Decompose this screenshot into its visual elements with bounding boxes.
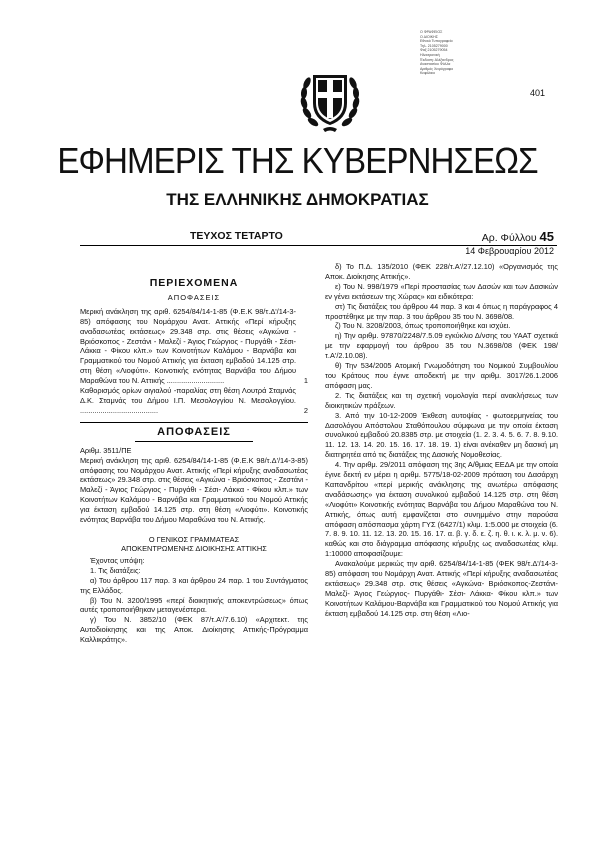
paragraph: η) Την αριθμ. 97870/2248/7.5.09 εγκύκλιο Δ/νσης του ΥΑΑΤ σχετικά με την εφαρμογή του άρθρου 35 του Ν.3698/08 (ΦΕΚ 198/τ.Α'/2.10.08). [325,331,558,361]
paragraph: β) Του Ν. 3200/1995 «περί διοικητικής αποκεντρώσεως» όπως αυτές τροποποιήθηκαν μεταγενέστερα. [80,595,308,615]
newspaper-title: ΕΦΗΜΕΡΙΣ ΤΗΣ ΚΥΒΕΡΝΗΣΕΩΣ [57,140,538,181]
paragraph: ζ) Του Ν. 3208/2003, όπως τροποποιήθηκε και ισχύει. [335,321,511,331]
toc-item[interactable] [80,307,308,386]
paragraph: 4. Την αριθμ. 29/2011 απόφαση της 3ης Α/θμιας ΕΕΔΑ με την οποία έγινε δεκτή εν μέρει η αριθμ. 5775/18-02-2009 πρόταση του Δασάρχη Καπανδρίτου «περί μερικής ανάκλησης της ανωτέρω απόφασης αναδάσωσης» για έκταση συνολικού εμβαδού 14.125 στρ. στη θέση «Λιοφύτι» Κοινοτικής ενότητας Βαρνάβα του Δήμου Μαραθώνα του Ν. Αττικής, όπως αυτή εμφανίζεται στο συνημμένο στην παρούσα απόφαση απόσπασμα χάρτη ΓΥΣ (6427/1) κλιμ. 1:5.000 με στοιχεία (6. 7. 8. 9. 10. 11. 12. 13. 20. 15. 16. 17. α. β. γ. δ. ε. ζ. η. θ. ι. κ. λ. μ. ν. 6). καθώς και στο διάγραμμα απόφασης κήρυξης ως αναδασωτέας κλιμ. 1:10000 αποφασίζουμε: [325,460,558,559]
publisher-line: Αριθμός Χειρόγραφο [420,66,454,71]
page-number: 401 [529,88,545,98]
toc-item-text: Μερική ανάκληση της αριθ. 6254/84/14-1-85 (Φ.Ε.Κ 98/τ.Δ'/14-3-85) απόφασης του Νομάρχου Ανατ. Αττικής «Περί κήρυξης αναδασωτέας εκτάσεως» 29.348 στρ. στις θέσεις «Αγκώνα - Βριόσκοπος - Ζεστάνι - Μαλεζί - Άγιος Γεώργιος - Πυργάθι - Σέσι- Λάκκα - Φίκου κλπ.» των Κοινοτήτων Καλάμου - Βαρνάβα και Γραμματικού του Νομού Αττικής για έκταση εμβαδού 14.125 στρ. στη θέση «Λιοφύτι». Κοινοτικής ενότητας Βαρνάβα του Δήμου Μαραθώνα του Ν. Αττικής ............................ [80,306,296,386]
sheet-number [482,229,554,244]
publisher-line: Ο ΦΡΑΦΕΙΟΣ [420,30,443,34]
paragraph: α) Του άρθρου 117 παρ. 3 και άρθρου 24 παρ. 1 του Συντάγματος της Ελλάδος. [80,575,308,595]
newspaper-subtitle: ΤΗΣ ΕΛΛΗΝΙΚΗΣ ΔΗΜΟΚΡΑΤΙΑΣ [166,190,429,209]
decisions-underline [135,441,253,442]
toc-item-page: 1 [303,376,308,386]
left-column [80,262,308,645]
paragraph: στ) Τις διατάξεις του άρθρου 44 παρ. 3 και 4 όπως η παράγραφος 4 προστέθηκε με την παρ. 3 του άρθρου 35 του Ν. 3698/08. [325,301,558,321]
paragraph: 3. Από την 10-12-2009 Έκθεση αυτοψίας - φωτοερμηνείας του Δασολόγου Απόστολου Σταθόπουλου σύμφωνα με την οποία έκταση συνολικού εμβαδού 20.8385 στρ. με στοιχεία (1. 2. 3. 4. 5. 6. 7. 8. 9.10. 11. 12. 13. 14. 20. 15. 16. 17. 18. 19. 1) είναι ανέκαθεν μη δασική μη διατηρητέα από τις διατάξεις της Δασικής Νομοθεσίας. [325,410,558,460]
authority-line-1: Ο ΓΕΝΙΚΟΣ ΓΡΑΜΜΑΤΕΑΣ [148,534,240,544]
paragraph: 1. Τις διατάξεις: [90,565,141,575]
paragraph: Ανακαλούμε μερικώς την αριθ. 6254/84/14-1-85 (ΦΕΚ 98/τ.Δ'/14-3-85) απόφαση του Νομάρχη Ανατ. Αττικής «Περί κήρυξης αναδασωτέας εκτάσεως» 29.348 στρ. στις θέσεις «Αγκώνα- Βριόσκοπος-Ζεστάνι- Μαλεζί- Άγιος Γεώργιος- Πυργάθι- Σέσι- Λάκκα- Φίκου κλπ.» των Κοινοτήτων Καλάμου-Βαρνάβα και Γραμματικού του Νομού Αττικής για έκταση εμβαδού 14.125 στρ. στη θέση «Λιο- [325,559,558,618]
intro-text: Έχοντας υπόψη: [90,555,145,565]
coat-of-arms-icon [299,67,361,138]
authority-line-2: ΑΠΟΚΕΝΤΡΩΜΕΝΗΣ ΔΙΟΙΚΗΣΗΣ ΑΤΤΙΚΗΣ [121,544,267,554]
right-column [325,262,558,619]
paragraph: ε) Του Ν. 998/1979 «Περί προστασίας των Δασών και των Δασικών εν γένει εκτάσεων της Χώρας» και ειδικότερα: [325,281,558,301]
sheet-label: Αρ. Φύλλου [481,232,537,244]
decision-summary: Μερική ανάκληση της αριθ. 6254/84/14-1-85 (Φ.Ε.Κ 98/τ.Δ'/14-3-85) απόφασης του Νομάρχου Ανατ. Αττικής «Περί κήρυξης αναδασωτέας εκτάσεως» 29.348 στρ. στις θέσεις «Αγκώνα - Βριόσκοπος - Ζεστάνι - Μαλεζί - Άγιος Γεώργιος - Πυργάθι - Σέσι- Λάκκα - Φίκου κλπ.» των Κοινοτήτων Καλάμου - Βαρνάβα και Γραμματικού του Νομού Αττικής για έκταση εμβαδού 14.125 στρ. στη θέση «Λιοφύτι». Κοινοτικής ενότητας Βαρνάβα του Δήμου Μαραθώνα του Ν. Αττικής. [80,455,308,525]
publisher-line: Έκδοση: Αλέξανδρος [420,57,454,62]
issue-label: ΤΕΥΧΟΣ ΤΕΤΑΡΤΟ [190,230,283,242]
contents-title: ΠΕΡΙΕΧΟΜΕΝΑ [149,277,239,289]
toc-item[interactable] [80,386,308,416]
toc-item-page: 2 [303,405,308,415]
issue-date: 14 Φεβρουαρίου 2012 [465,246,554,256]
publisher-line: Εθνικό Τυπογραφείο [420,39,453,44]
decisions-title: ΑΠΟΦΑΣΕΙΣ [80,422,308,438]
paragraph: γ) Του Ν. 3852/10 (ΦΕΚ 87/τ.Α'/7.6.10) «Αρχιτεκτ. της Αυτοδιοίκησης και της Αποκ. Διοίκησης Αττικής-Πρόγραμμα Καλλικράτης». [80,615,308,645]
authority-heading [80,535,308,554]
publisher-line: Ο ΔΙΟΙΚΗΣ [420,34,439,39]
publisher-line: Τηλ. 2105279000 [420,43,448,48]
publisher-block [420,30,500,76]
publisher-line: Αναστασίου Φύλλα [420,62,451,67]
contents-section: ΑΠΟΦΑΣΕΙΣ [167,292,221,302]
sheet-number-value: 45 [539,229,554,244]
toc-item-text: Καθορισμός ορίων αιγιαλού -παραλίας στη θέση Λουτρά Σταμνάς Δ.Κ. Σταμνάς του Δήμου Ι.Π. Μεσολογγίου Ν. Μεσολογγίου. ...................................... [80,386,296,415]
publisher-line: Κεφάλαιο [420,71,436,76]
decision-ref: Αριθμ. 3511/ΠΕ [80,445,132,455]
paragraph: δ) Το Π.Δ. 135/2010 (ΦΕΚ 228/τ.Α'/27.12.10) «Οργανισμός της Αποκ. Διοίκησης Αττικής». [325,262,558,281]
publisher-line: Φαξ 2105279054 [420,48,448,53]
paragraph: θ) Την 534/2005 Ατομική Γνωμοδότηση του Νομικού Συμβουλίου του Κράτους που έγινε αποδεκτή με την αριθμ. 3017/26.1.2006 απόφαση μας. [325,361,558,390]
publisher-line: Ηλεκτρονική [420,52,440,57]
paragraph: 2. Τις διατάξεις και τη σχετική νομολογία περί ανακλήσεως των διοικητικών πράξεων. [325,390,558,410]
